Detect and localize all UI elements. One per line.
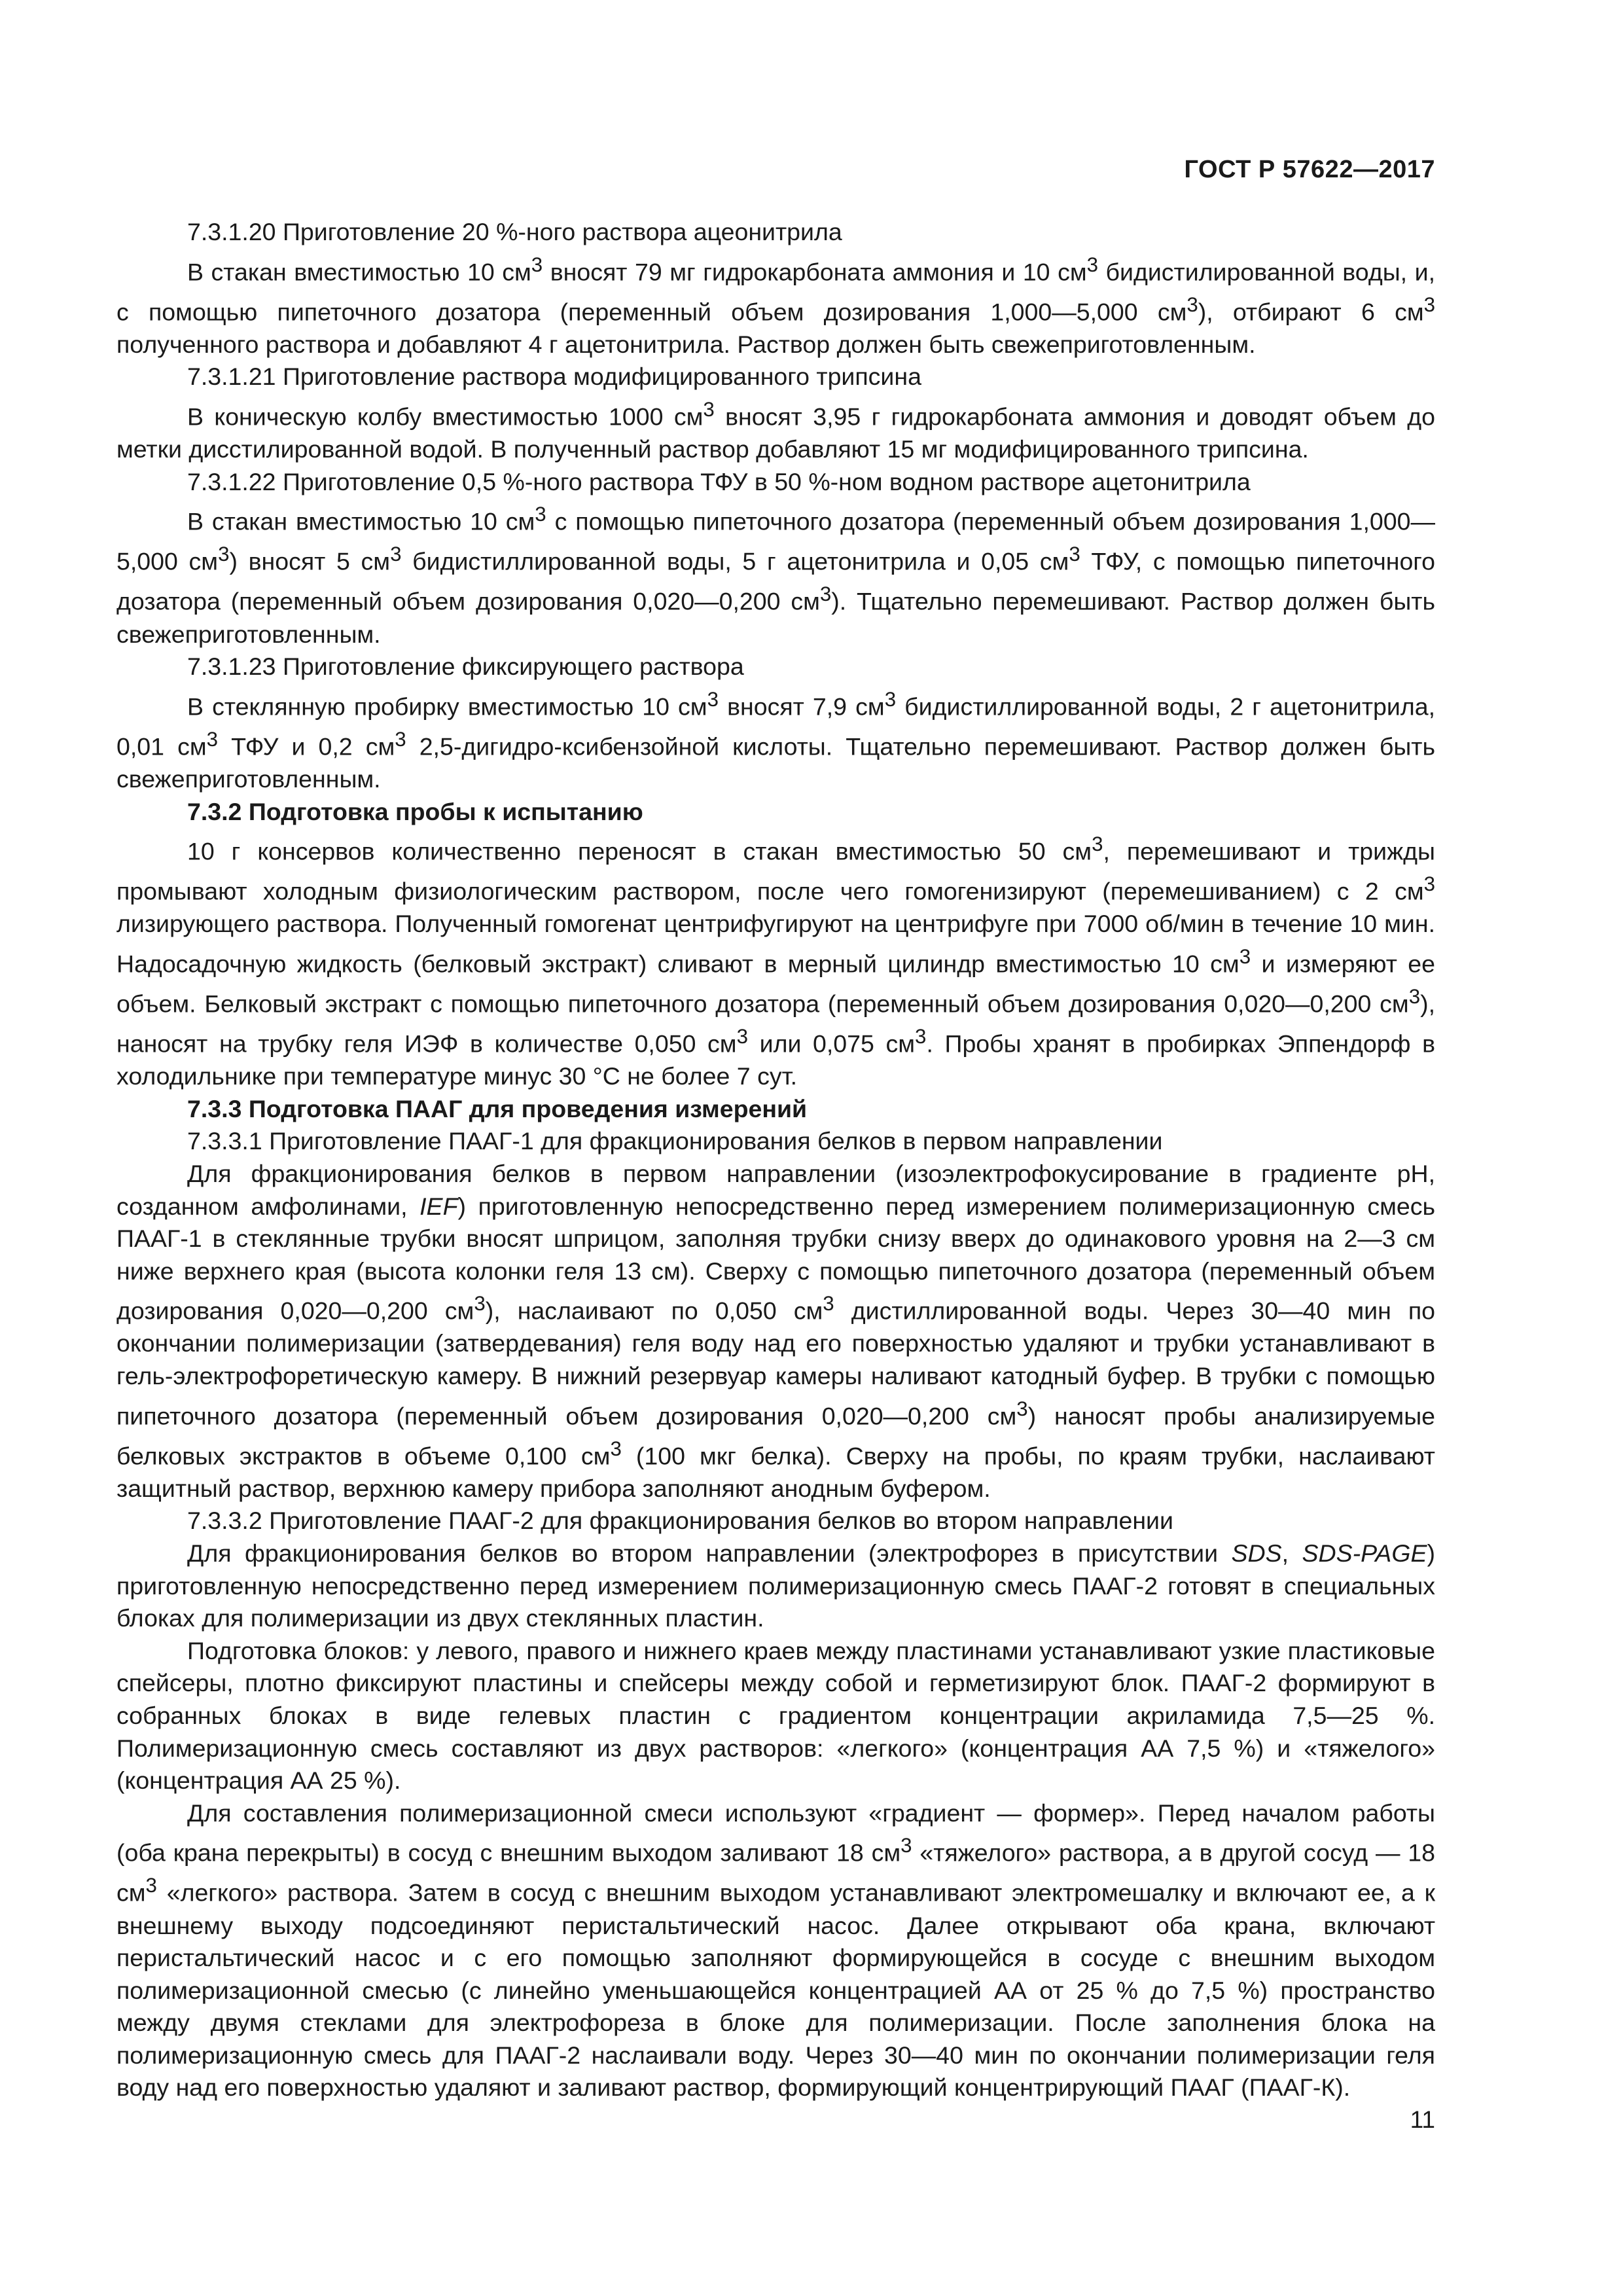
paragraph: В стеклянную пробирку вместимостью 10 $см^3$ вносят 7,9 $см^3$ бидистиллированной воды, 2 г ацетонитрила, 0,01 $см^3$ ТФУ и 0,2 $см^3$ 2,5-дигидро-ксибензойной кислоты. Тщательно перемешивают. Раствор должен быть свежеприготовленным.	[116, 687, 1436, 793]
paragraph: В стакан вместимостью 10 $см^3$ с помощью пипеточного дозатора (переменный объем дозирования 1,000—5,000 $см^3$) вносят 5 $см^3$ бидистиллированной воды, 5 г ацетонитрила и 0,05 $см^3$ ТФУ, с помощью пипеточного дозатора (переменный объем дозирования 0,020—0,200 $см^3$). Тщательно перемешивают. Раствор должен быть свежеприготовленным.	[116, 503, 1436, 648]
subsection-heading: 7.3.1.23 Приготовление фиксирующего раствора	[187, 653, 744, 681]
document-body	[116, 216, 1435, 2104]
paragraph: Подготовка блоков: у левого, правого и нижнего краев между пластинами устанавливают узкие пластиковые спейсеры, плотно фиксируют пластины и спейсеры между собой и герметизируют блок. ПААГ-2 формируют в собранных блоках в виде гелевых пластин с градиентом концентрации акриламида 7,5—25 %. Полимеризационную смесь составляют из двух растворов: «легкого» (концентрация АА 7,5 %) и «тяжелого» (концентрация АА 25 %).	[116, 1636, 1435, 1795]
paragraph: 10 г консервов количественно переносят в стакан вместимостью 50 $см^3$, перемешивают и трижды промывают холодным физиологическим раствором, после чего гомогенизируют (перемешиванием) с 2 $см^3$ лизирующего раствора. Полученный гомогенат центрифугируют на центрифуге при 7000 об/мин в течение 10 мин. Надосадочную жидкость (белковый экстракт) сливают в мерный цилиндр вместимостью 10 $см^3$ и измеряют ее объем. Белковый экстракт с помощью пипеточного дозатора (переменный объем дозирования 0,020—0,200 $см^3$), наносят на трубку геля ИЭФ в количестве 0,050 $см^3$ или 0,075 $см^3$. Пробы хранят в пробирках Эппендорф в холодильнике при температуре минус 30 °C не более 7 сут.	[116, 833, 1435, 1090]
page-number: 11	[1410, 2106, 1435, 2133]
subsection-heading: 7.3.3.1 Приготовление ПААГ-1 для фракционирования белков в первом направлении	[187, 1127, 1163, 1155]
section-heading: 7.3.2 Подготовка пробы к испытанию	[187, 797, 643, 825]
paragraph: В стакан вместимостью 10 $см^3$ вносят 79 мг гидрокарбоната аммония и 10 $см^3$ бидистилированной воды, и, с помощью пипеточного дозатора (переменный объем дозирования 1,000—5,000 $см^3$), отбирают 6 $см^3$ полученного раствора и добавляют 4 г ацетонитрила. Раствор должен быть свежеприготовленным.	[116, 253, 1435, 358]
paragraph: В коническую колбу вместимостью 1000 $см^3$ вносят 3,95 г гидрокарбоната аммония и доводят объем до метки дисстилированной водой. В полученный раствор добавляют 15 мг модифицированного трипсина.	[116, 397, 1436, 463]
subsection-heading: 7.3.1.21 Приготовление раствора модифицированного трипсина	[187, 363, 921, 391]
subsection-heading: 7.3.1.20 Приготовление 20 %-ного раствора ацеонитрила	[187, 218, 842, 245]
paragraph: Для фракционирования белков во втором направлении (электрофорез в присутствии SDS, SDS-PAGE) приготовленную непосредственно перед измерением полимеризационную смесь ПААГ-2 готовят в специальных блоках для полимеризации из двух стеклянных пластин.	[116, 1539, 1435, 1632]
subsection-heading: 7.3.3.2 Приготовление ПААГ-2 для фракционирования белков во втором направлении	[187, 1507, 1173, 1535]
section-heading: 7.3.3 Подготовка ПААГ для проведения измерений	[187, 1094, 808, 1122]
paragraph: Для фракционирования белков в первом направлении (изоэлектрофокусирование в градиенте pH, созданном амфолинами, IEF) приготовленную непосредственно перед измерением полимеризационную смесь ПААГ-1 в стеклянные трубки вносят шприцом, заполняя трубки снизу вверх до одинакового уровня на 2—3 см ниже верхнего края (высота колонки геля 13 см). Сверху с помощью пипеточного дозатора (переменный объем дозирования 0,020—0,200 $см^3$), наслаивают по 0,050 $см^3$ дистиллированной воды. Через 30—40 мин по окончании полимеризации (затвердевания) геля воду над его поверхностью удаляют и трубки устанавливают в гель-электрофоретическую камеру. В нижний резервуар камеры наливают катодный буфер. В трубки с помощью пипеточного дозатора (переменный объем дозирования 0,020—0,200 $см^3$) наносят пробы анализируемые белковых экстрактов в объеме 0,100 $см^3$ (100 мкг белка). Сверху на пробы, по краям трубки, наслаивают защитный раствор, верхнюю камеру прибора заполняют анодным буфером.	[116, 1159, 1436, 1502]
subsection-heading: 7.3.1.22 Приготовление 0,5 %-ного раствора ТФУ в 50 %-ном водном растворе ацетонитрила	[187, 467, 1251, 495]
standard-header: ГОСТ Р 57622—2017	[1184, 156, 1435, 183]
paragraph: Для составления полимеризационной смеси используют «градиент — формер». Перед началом работы (оба крана перекрыты) в сосуд с внешним выходом заливают 18 $см^3$ «тяжелого» раствора, а в другой сосуд — 18 $см^3$ «легкого» раствора. Затем в сосуд с внешним выходом устанавливают электромешалку и включают ее, а к внешнему выходу подсоединяют перистальтический насос. Далее открывают оба крана, включают перистальтический насос и с его помощью заполняют формирующейся в сосуде с внешним выходом полимеризационной смесью (с линейно уменьшающейся концентрацией АА от 25 % до 7,5 %) пространство между двумя стеклами для электрофореза в блоке для полимеризации. После заполнения блока на полимеризационную смесь для ПААГ-2 наслаивали воду. Через 30—40 мин по окончании полимеризации геля воду над его поверхностью удаляют и заливают раствор, формирующий концентрирующий ПААГ (ПААГ-К).	[116, 1799, 1435, 2102]
